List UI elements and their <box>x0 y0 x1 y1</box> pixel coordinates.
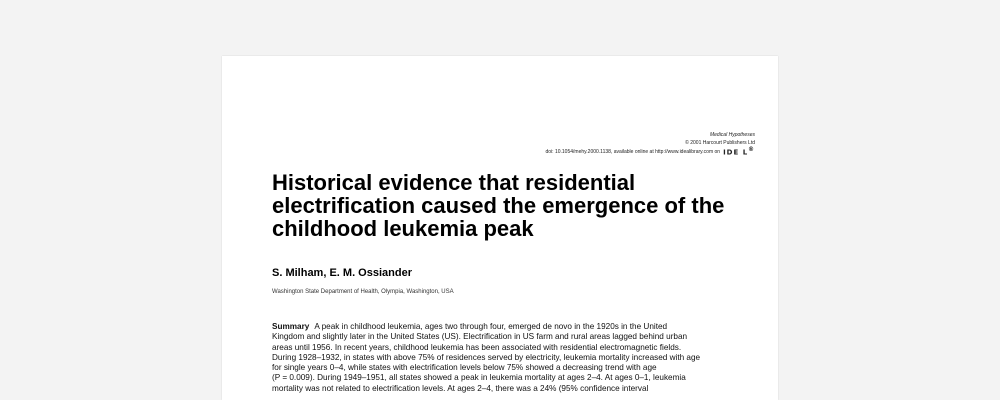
author-list: S. Milham, E. M. Ossiander <box>272 267 412 279</box>
abstract-line <box>272 322 772 332</box>
ideal-logo: IDE L® <box>723 147 755 157</box>
abstract-line-5: for single years 0–4, while states with electrification levels below 75% showed a decreasing trend with age <box>272 363 657 373</box>
abstract <box>272 322 772 394</box>
abstract-line-7: mortality was not related to electrification levels. At ages 2–4, there was a 24% (95% confidence interval <box>272 383 649 393</box>
abstract-line-6: (P = 0.009). During 1949–1951, all states showed a peak in leukemia mortality at ages 2–4. At ages 0–1, leukemia <box>272 373 686 383</box>
doi-text: doi: 10.1054/mehy.2000.1138, available online at http://www.idealibrary.com on <box>545 148 721 155</box>
journal-masthead <box>355 131 755 156</box>
summary-label: Summary <box>272 322 310 331</box>
affiliation: Washington State Department of Health, Olympia, Washington, USA <box>272 289 454 295</box>
abstract-line-2: Kingdom and slightly later in the United States (US). Electrification in US farm and rural areas lagged behind urban <box>272 332 688 342</box>
journal-name: Medical Hypotheses <box>709 132 755 138</box>
abstract-line-3: areas until 1956. In recent years, childhood leukemia has been associated with residential electromagnetic fields. <box>272 342 682 352</box>
doi-row <box>355 147 755 156</box>
paper-page <box>222 56 778 400</box>
copyright-line: © 2001 Harcourt Publishers Ltd <box>685 140 755 146</box>
paper-title: Historical evidence that residential electrification caused the emergence of the childhood leukemia peak <box>272 170 725 241</box>
abstract-line-4: During 1928–1932, in states with above 75% of residences served by electricity, leukemia mortality increased with age <box>272 352 701 362</box>
abstract-line-1: A peak in childhood leukemia, ages two through four, emerged de novo in the 1920s in the United <box>314 322 668 331</box>
ideal-logo-text: IDE L <box>723 148 749 157</box>
